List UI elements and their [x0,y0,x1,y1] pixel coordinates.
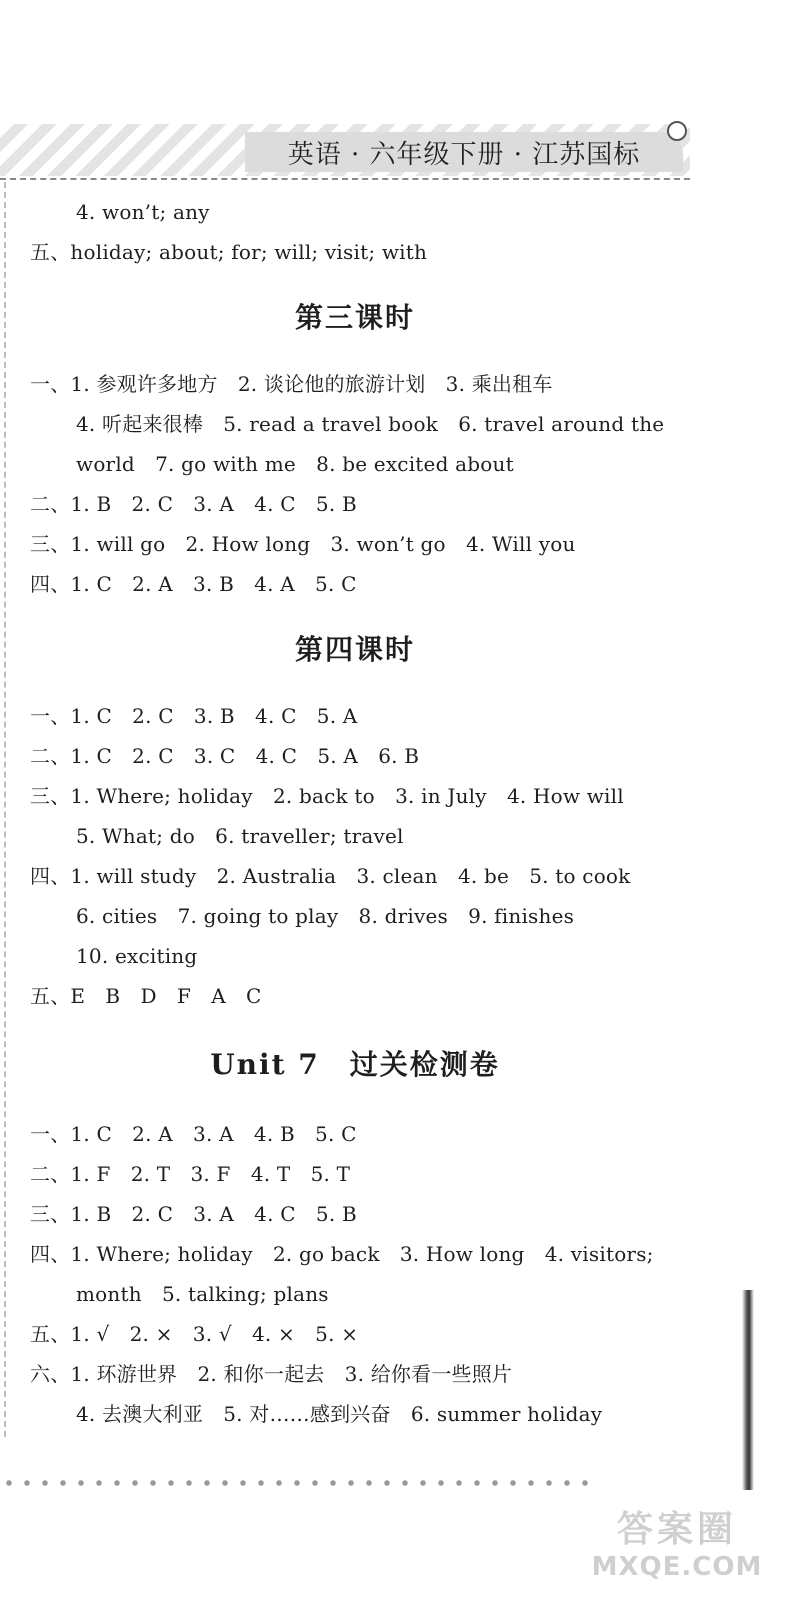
answer-text: world 7. go with me 8. be excited about [76,452,514,476]
answer-text: 4. 听起来很棒 5. read a travel book 6. travel around the [76,412,665,436]
answer-text: 1. will study 2. Australia 3. clean 4. be 5. to cook [70,864,631,888]
answer-text: 1. √ 2. × 3. √ 4. × 5. × [70,1322,359,1346]
answer-text: 10. exciting [76,944,198,968]
answer-text: 1. B 2. C 3. A 4. C 5. B [70,1202,357,1226]
section4-answers [30,696,710,1016]
answer-line [30,1274,710,1314]
ring-decoration-icon [667,121,687,141]
question-number: 三、 [30,784,71,808]
answer-content [30,192,710,1434]
header-divider [0,178,690,180]
answer-line [30,936,710,976]
answer-line [30,1194,710,1234]
question-number: 四、 [30,1242,71,1266]
answer-line [30,816,710,856]
answer-line [30,1354,710,1394]
answer-line [30,1394,710,1434]
answer-text: 1. C 2. A 3. B 4. A 5. C [70,572,357,596]
watermark-logo [588,1508,766,1590]
answer-text: 1. B 2. C 3. A 4. C 5. B [70,492,357,516]
question-number: 一、 [30,704,71,728]
answer-line [30,524,710,564]
answer-line [30,1154,710,1194]
watermark-text: 答案圈 [616,1509,737,1550]
answer-text: 1. will go 2. How long 3. won’t go 4. Will you [70,532,576,556]
unit7-answers [30,1114,710,1434]
dotted-divider [0,1478,600,1488]
answer-line [30,776,710,816]
question-number: 三、 [30,532,71,556]
answer-line [30,896,710,936]
answer-text: month 5. talking; plans [76,1282,329,1306]
question-number: 一、 [30,372,71,396]
question-number: 二、 [30,1162,71,1186]
answer-line [30,976,710,1016]
answer-text: holiday; about; for; will; visit; with [70,240,428,264]
answer-text: 4. 去澳大利亚 5. 对……感到兴奋 6. summer holiday [76,1402,603,1426]
answer-line [30,192,710,232]
question-number: 二、 [30,492,71,516]
question-number: 二、 [30,744,71,768]
question-number: 四、 [30,864,71,888]
question-number: 四、 [30,572,71,596]
watermark-url: MXQE.COM [591,1552,763,1582]
answer-line [30,1234,710,1274]
answer-text: 1. 环游世界 2. 和你一起去 3. 给你看一些照片 [70,1362,513,1386]
question-number: 五、 [30,1322,71,1346]
answer-text: 5. What; do 6. traveller; travel [76,824,404,848]
answer-text: E B D F A C [70,984,262,1008]
answer-line [30,856,710,896]
answer-line [30,232,710,272]
margin-line [4,182,6,1437]
top-answer-block [30,192,710,272]
question-number: 五、 [30,984,71,1008]
section4-heading: 第四课时 [294,633,415,666]
page-header-title: 英语 · 六年级下册 · 江苏国标 [245,132,683,172]
answer-text: 6. cities 7. going to play 8. drives 9. finishes [76,904,575,928]
answer-line [30,564,710,604]
unit7-heading: Unit 7 过关检测卷 [210,1048,500,1081]
section3-answers [30,364,710,604]
answer-line [30,696,710,736]
answer-text: 4. won’t; any [76,200,210,224]
answer-text: 1. F 2. T 3. F 4. T 5. T [70,1162,351,1186]
question-number: 六、 [30,1362,71,1386]
answer-line [30,404,710,444]
question-number: 五、 [30,240,71,264]
answer-text: 1. C 2. C 3. C 4. C 5. A 6. B [70,744,420,768]
answer-text: 1. Where; holiday 2. back to 3. in July 4. How will [70,784,624,808]
answer-line [30,1114,710,1154]
answer-line [30,364,710,404]
answer-text: 1. 参观许多地方 2. 谈论他的旅游计划 3. 乘出租车 [70,372,553,396]
answer-line [30,1314,710,1354]
answer-line [30,484,710,524]
question-number: 一、 [30,1122,71,1146]
answer-line [30,444,710,484]
answer-text: 1. C 2. A 3. A 4. B 5. C [70,1122,357,1146]
question-number: 三、 [30,1202,71,1226]
section3-heading: 第三课时 [294,301,415,334]
page-edge-shadow [742,1290,754,1490]
answer-text: 1. C 2. C 3. B 4. C 5. A [70,704,358,728]
answer-line [30,736,710,776]
answer-text: 1. Where; holiday 2. go back 3. How long 4. visitors; [70,1242,654,1266]
